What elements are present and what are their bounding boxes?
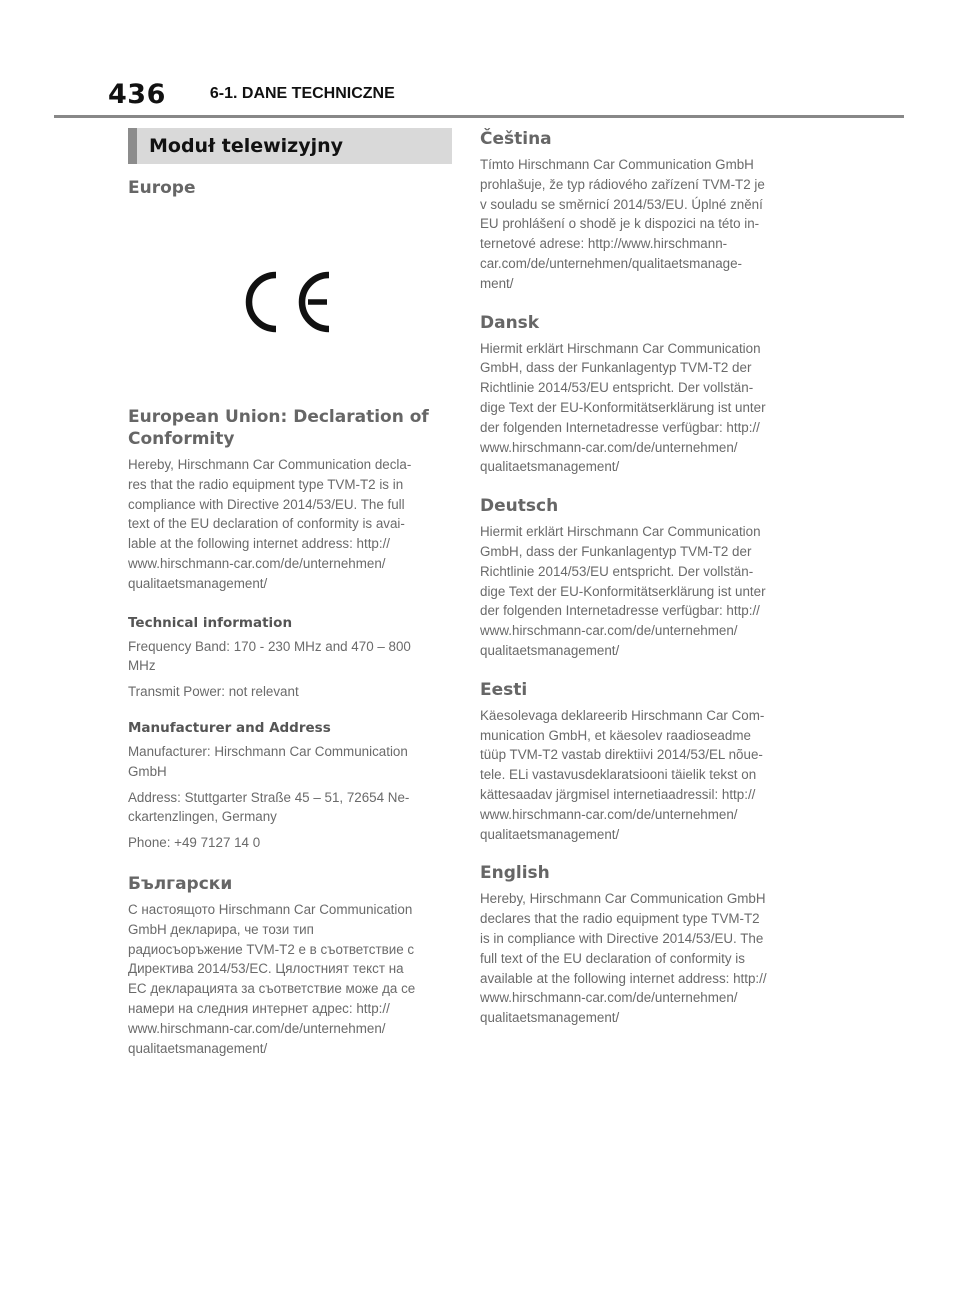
english-text: Hereby, Hirschmann Car Communication GmbH declares that the radio equipment type TVM-T2 is in compliance with Directive 2014/53/EU. The full text of the EU declaration of conformity is available at the following internet address: http:// www.hirschmann-car.com/de/unternehmen/ qualitaetsmanagement/ [480, 891, 767, 1026]
danish-text: Hiermit erklärt Hirschmann Car Communication GmbH, dass der Funkanlagentyp TVM-T2 der Richtlinie 2014/53/EU entspricht. Der vollstän- dige Text der EU-Konformitätserklärung ist unter der folgenden Internetadresse verfügbar: http:// www.hirschmann-car.com/de/unternehmen/ qualitaetsmanagement/ [480, 340, 766, 475]
english-heading: English [480, 863, 550, 884]
estonian-text: Käesolevaga deklareerib Hirschmann Car Com- munication GmbH, et käesolev raadioseadme tüüp TVM-T2 vastab direktiivi 2014/53/EL nõue- tele. ELi vastavusdeklaratsiooni täielik tekst on kättesaadav järgmisel internetiaadressil: http:// www.hirschmann-car.com/de/unternehmen/ qualitaetsmanagement/ [480, 707, 765, 842]
eu-declaration-text: Hereby, Hirschmann Car Communication decla- res that the radio equipment type TVM-T2 is in compliance with Directive 2014/53/EU. The full text of the EU declaration of conformity is avai- lable at the following internet address: http:// www.hirschmann-car.com/de/unternehmen/ qualitaetsmanagement/ [128, 457, 412, 591]
right-column [480, 128, 800, 1028]
manufacturer-address-text: Address: Stuttgarter Straße 45 – 51, 72654 Ne- ckartenzlingen, Germany [128, 789, 410, 825]
page-number: 436 [108, 78, 166, 110]
section-title: Moduł telewizyjny [149, 135, 344, 157]
eu-declaration-heading: European Union: Declaration of Conformity [128, 407, 429, 449]
header-rule [54, 115, 904, 118]
estonian-heading: Eesti [480, 679, 528, 700]
left-column [128, 128, 452, 1058]
german-text: Hiermit erklärt Hirschmann Car Communication GmbH, dass der Funkanlagentyp TVM-T2 der Richtlinie 2014/53/EU entspricht. Der vollstän- dige Text der EU-Konformitätserklärung ist unter der folgenden Internetadresse verfügbar: http:// www.hirschmann-car.com/de/unternehmen/ qualitaetsmanagement/ [480, 524, 766, 658]
page-header [108, 78, 395, 110]
technical-info-heading: Technical information [128, 614, 293, 631]
section-header [128, 128, 452, 164]
ce-mark-icon [236, 267, 336, 337]
danish-heading: Dansk [480, 312, 540, 333]
bulgarian-heading: Български [128, 873, 233, 894]
bulgarian-text: С настоящото Hirschmann Car Communication GmbH декларира, че този тип радиосъоръжение TVM-T2 е в съответствие с Директива 2014/53/ЕС. Цялостният текст на ЕС декларацията за съответствие може да се намери на следния интернет адрес: http:// www.hirschmann-car.com/de/unternehmen/ qualitaetsmanagement/ [128, 901, 416, 1056]
czech-text: Tímto Hirschmann Car Communication GmbH prohlašuje, že typ rádiového zařízení TVM-T2 je v souladu se směrnicí 2014/53/EU. Úplné znění EU prohlášení o shodě je k dispozici na této in- ternetové adrese: http://www.hirschmann- car.com/de/unternehmen/qualitaetsmanage- ment/ [480, 157, 765, 291]
frequency-band-text: Frequency Band: 170 - 230 MHz and 470 – 800 MHz [128, 638, 411, 674]
manufacturer-name-text: Manufacturer: Hirschmann Car Communication GmbH [128, 743, 408, 779]
german-heading: Deutsch [480, 496, 559, 517]
region-heading: Europe [128, 178, 196, 198]
czech-heading: Čeština [480, 129, 552, 149]
manufacturer-phone-text: Phone: +49 7127 14 0 [128, 835, 261, 851]
manufacturer-heading: Manufacturer and Address [128, 719, 331, 736]
chapter-title: 6-1. DANE TECHNICZNE [209, 85, 395, 102]
transmit-power-text: Transmit Power: not relevant [128, 684, 299, 700]
